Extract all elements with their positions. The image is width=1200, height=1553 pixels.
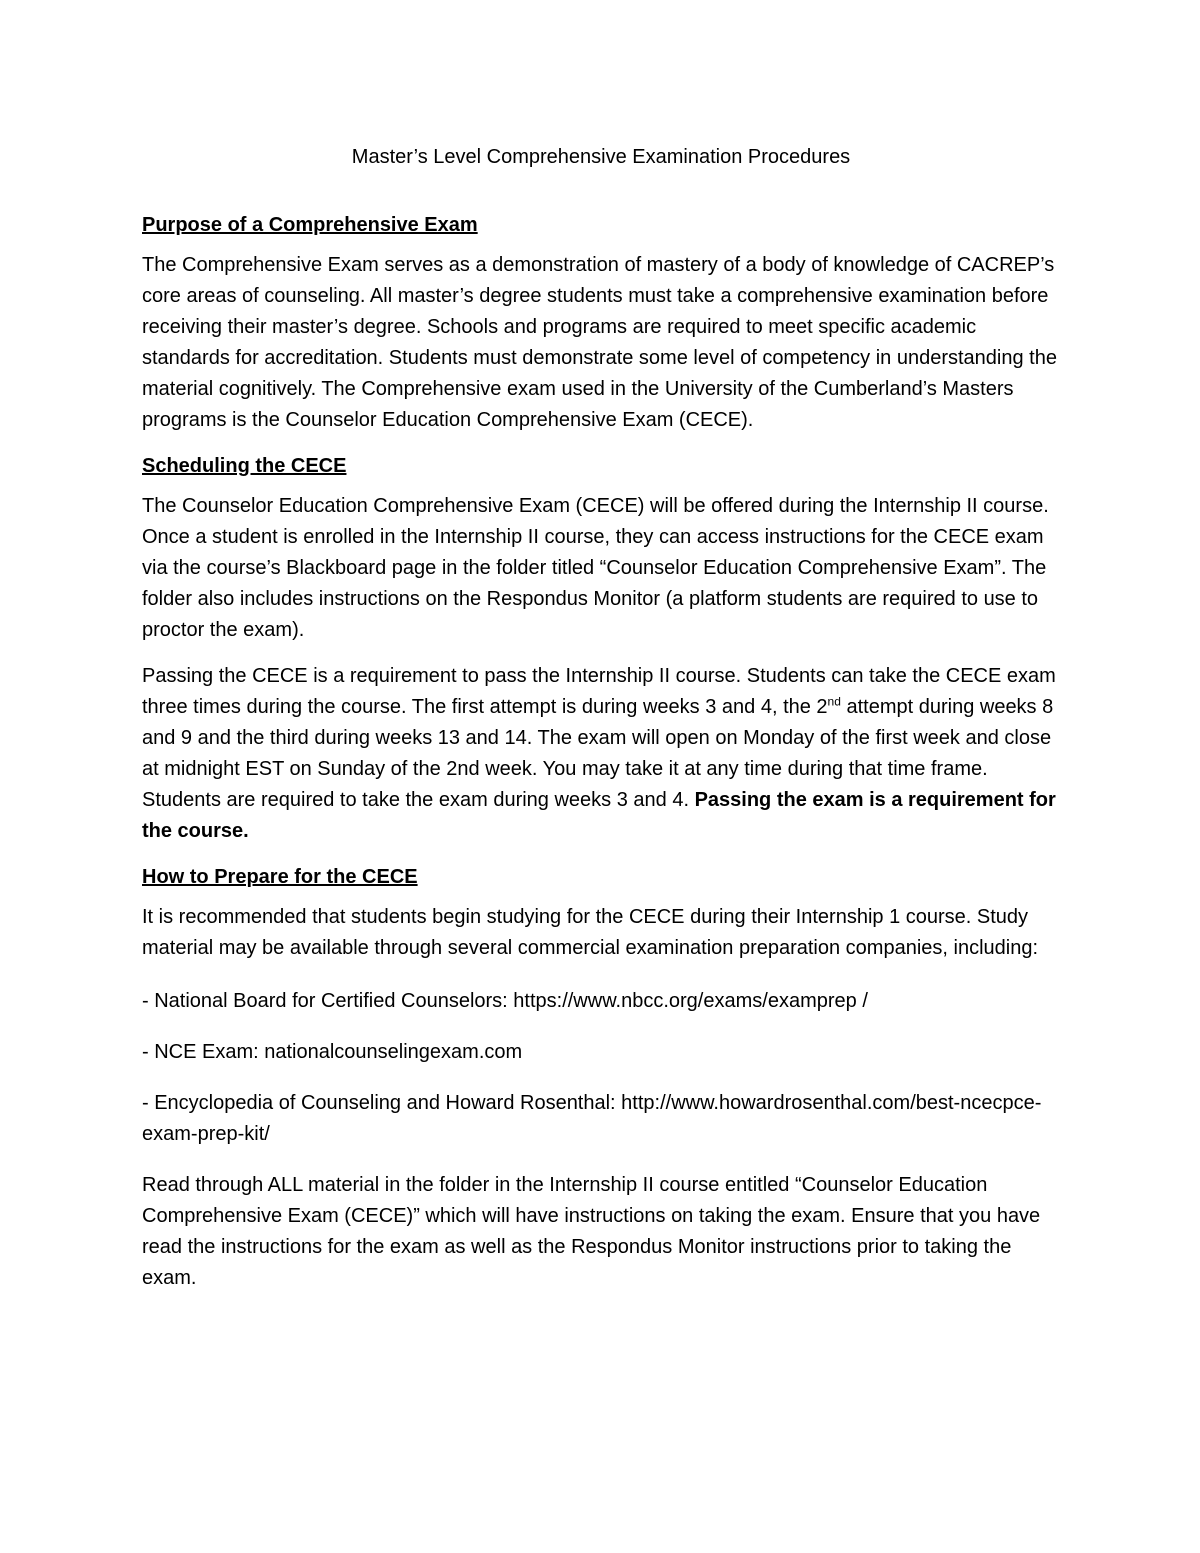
document-title: Master’s Level Comprehensive Examination Procedures — [351, 146, 851, 168]
purpose-paragraph: The Comprehensive Exam serves as a demonstration of mastery of a body of knowledge of CACREP’s core areas of counseling. All master’s degree students must take a comprehensive examination before receiving their master’s degree. Schools and programs are required to meet specific academic standards for accreditation. Students must demonstrate some level of competency in understanding the material cognitively. The Comprehensive exam used in the University of the Cumberland’s Masters programs is the Counselor Education Comprehensive Exam (CECE). — [142, 254, 1057, 431]
heading-prepare: How to Prepare for the CECE — [142, 866, 418, 888]
prepare-paragraph-2: Read through ALL material in the folder in the Internship II course entitled “Counselor Education Comprehensive Exam (CECE)” which will have instructions on taking the exam. Ensure that you have read the instructions for the exam as well as the Respondus Monitor instructions prior to taking the exam. — [142, 1174, 1041, 1289]
prepare-paragraph-1: It is recommended that students begin studying for the CECE during their Internship 1 course. Study material may be available through several commercial examination preparation companies, including: — [142, 906, 1039, 959]
scheduling-paragraph-2 — [142, 661, 1060, 847]
resource-nce-exam: - NCE Exam: nationalcounselingexam.com — [142, 1041, 523, 1063]
scheduling-text-b: attempt during weeks 8 and 9 and the third during weeks 13 and 14. The exam will open on Monday of the first week and close at midnight EST on Sunday of the 2nd week. You may take it at any time during that time frame. Students are required to take the exam during weeks 3 and 4. — [142, 696, 1054, 811]
scheduling-text-a: Passing the CECE is a requirement to pass the Internship II course. Students can take the CECE exam three times during the course. The first attempt is during weeks 3 and 4, the 2 — [142, 665, 1056, 718]
requirement-emphasis: Passing the exam is a requirement for the course. — [142, 789, 1056, 842]
heading-purpose: Purpose of a Comprehensive Exam — [142, 214, 478, 236]
heading-scheduling: Scheduling the CECE — [142, 455, 347, 477]
scheduling-paragraph-1: The Counselor Education Comprehensive Exam (CECE) will be offered during the Internship II course. Once a student is enrolled in the Internship II course, they can access instructions for the CECE exam via the course’s Blackboard page in the folder titled “Counselor Education Comprehensive Exam”. The folder also includes instructions on the Respondus Monitor (a platform students are required to use to proctor the exam). — [142, 495, 1049, 641]
resource-nbcc: - National Board for Certified Counselors: https://www.nbcc.org/exams/examprep / — [142, 990, 868, 1012]
resource-rosenthal: - Encyclopedia of Counseling and Howard Rosenthal: http://www.howardrosenthal.com/best-ncecpce-exam-prep-kit/ — [142, 1092, 1042, 1145]
ordinal-suffix: nd — [827, 694, 841, 709]
